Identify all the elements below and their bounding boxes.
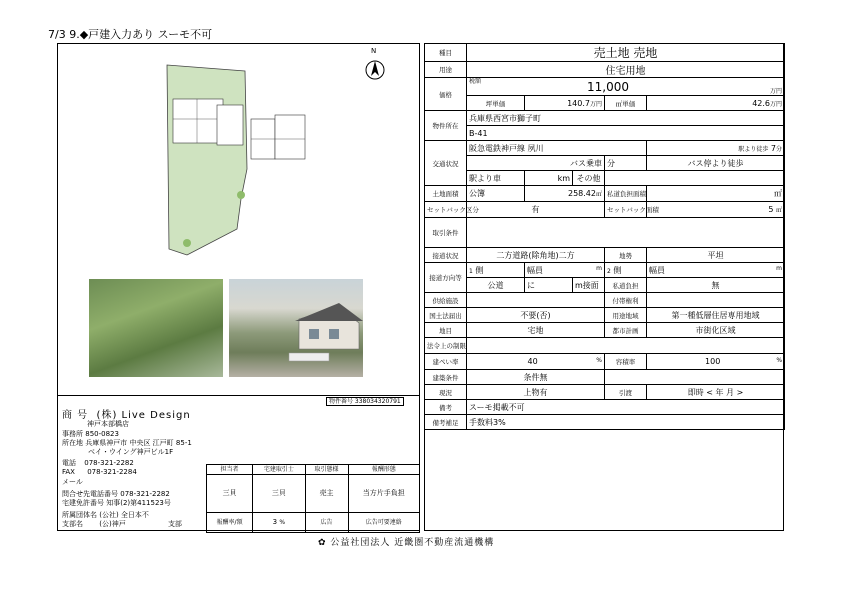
listing-number-stamp: 物件番号 338034320791 [326,397,404,406]
building-cond: 条件無 [467,370,605,385]
contact: 078-321-2282 [120,490,170,498]
private-road-unit: ㎡ [647,186,785,202]
remarks: スーモ掲載不可 [467,400,785,415]
footer-org [318,535,494,548]
agent-value-2: 売主 [305,475,348,513]
tel-row [62,459,134,468]
office-no-label: 事務所 [62,430,83,438]
use-district-label: 用途地域 [605,308,647,323]
road2-no: 2 [607,267,611,275]
road-ni: に [525,278,573,293]
address-label: 所在地 [62,439,83,447]
location-line-1: 兵庫県西宮市獅子町 [467,111,785,126]
company-line [62,406,191,421]
agent-value-3: 当方片手負担 [348,475,420,513]
priv-value: 無 [647,278,785,293]
land-area-unit: ㎡ [595,191,602,198]
tel: 078-321-2282 [84,459,134,467]
fee-value: 3 [272,518,278,526]
road-contact: m接面 [573,278,605,293]
ad-label: 広告 [305,513,348,533]
branch2-suffix: 支部 [167,520,182,528]
km-unit: km [525,171,573,186]
use-label: 用途 [425,62,467,78]
building: ベイ・ウイング神戸ビル1F [88,448,174,456]
branch2: (公)神戸 [99,520,126,528]
location-line-2: B-41 [467,126,785,141]
land-area-kind: 公簿 [467,186,525,202]
land-cat: 宅地 [467,323,605,338]
site-photo-2 [229,279,363,377]
branch2-label: 支部名 [62,520,83,528]
road2-unit: m [776,264,783,272]
footer-text: 公益社団法人 近畿圏不動産流通機構 [330,538,495,548]
setback-area-cell [647,202,785,218]
land-area-label: 土地面積 [425,186,467,202]
road1-width: 幅員 [527,265,543,275]
road1-no: 1 [469,267,473,275]
terrain-label: 地勢 [605,248,647,263]
road1-width-cell [525,263,605,278]
location-label: 物件所在 [425,111,467,141]
branch-name: 神戸本部橋店 [87,420,129,428]
coverage-value: 40 [527,357,538,366]
company-label: 商 号 [62,410,89,421]
building-cond-label: 建築条件 [425,370,467,385]
nation-law-label: 国土法届出 [425,308,467,323]
status-label: 現況 [425,385,467,400]
priv2-label: 付帯権利 [605,293,647,308]
remarks-label: 備考 [425,400,467,415]
walk-cell [647,141,785,156]
road-dir-label: 接道方向等 [425,263,467,293]
sqm-unit: 万円 [770,100,783,108]
north-arrow-icon [363,51,387,81]
setback-area-value: 5 [768,205,774,214]
site-plan [157,59,347,259]
remarks2: 手数料3% [467,415,785,430]
price-cell [467,78,785,96]
assoc: (公社) 全日本不 [99,511,149,519]
office-no: 850-0823 [85,430,119,438]
type-label: 種目 [425,44,467,62]
agent-table [206,464,420,533]
station: 阪急電鉄神戸線 夙川 [467,141,647,156]
road-status: 二方道路(除角地)二方 [467,248,605,263]
use-value: 住宅用地 [467,62,785,78]
fee-unit: % [279,519,286,526]
setback-area-label: セットバック面積 [605,202,647,218]
address-row [62,439,192,448]
contact-label: 問合せ先電話番号 [62,490,118,498]
sqm-value: 42.6 [752,98,770,108]
coverage-cell [467,354,605,370]
agent-value-0: 三貝 [207,475,253,513]
road-status-label: 接道状況 [425,248,467,263]
walk-unit: 分 [776,145,783,153]
sqm-label: ㎡単価 [605,96,647,111]
road2-cell [605,263,647,278]
status: 上物有 [467,385,605,400]
terrain: 平坦 [647,248,785,263]
agent-header-3: 報酬形態 [348,465,420,475]
remarks2-label: 備考補足 [425,415,467,430]
property-detail-table [424,43,784,531]
branch2-row [62,520,182,529]
license: 知事(2)第411523号 [106,499,171,507]
far-cell [647,354,785,370]
handover-label: 引渡 [605,385,647,400]
agent-header-2: 取引態様 [305,465,348,475]
assoc-label: 所属団体名 [62,511,97,519]
road1-unit: m [596,264,602,272]
road1-cell [467,263,525,278]
bus-min: 分 [605,156,647,171]
license-row [62,499,171,508]
bus-walk-label: バス停より徒歩 [647,156,785,171]
land-area-value: 258.42 [567,189,596,198]
coverage-unit: % [596,357,602,364]
setback-label: セットバック区分 [425,202,467,218]
conditions-label: 取引条件 [425,218,467,248]
footer-logo-icon: ✿ [318,538,327,548]
road2-side: 側 [613,265,622,275]
assoc-row [62,511,149,520]
site-photo-1 [89,279,223,377]
fax-row [62,468,137,477]
road-public: 公道 [467,278,525,293]
contact-row [62,490,170,499]
price-label: 価格 [425,78,467,111]
use-district: 第一種低層住居専用地域 [647,308,785,323]
price-unit: 万円 [770,88,783,95]
bus-label: バス乗車 [467,156,605,171]
agent-value-1: 三貝 [253,475,305,513]
tsubo-label: 坪単価 [467,96,525,111]
city-plan: 市街化区域 [647,323,785,338]
coverage-label: 建ぺい率 [425,354,467,370]
land-cat-label: 地目 [425,323,467,338]
land-area-cell [525,186,605,202]
road2-width: 幅員 [649,265,665,275]
priv-label: 私道負担 [605,278,647,293]
tsubo-cell [525,96,605,111]
setback-area-unit: ㎡ [776,207,783,214]
tsubo-value: 140.7 [567,98,590,108]
fax: 078-321-2284 [87,468,137,476]
other-label: その他 [573,171,605,186]
license-label: 宅建免許番号 [62,499,104,507]
fax-label: FAX [62,468,75,476]
far-label: 容積率 [605,354,647,370]
office-no-row [62,430,119,439]
map-area [57,43,420,396]
road2-width-cell [647,263,785,278]
price-value: 11,000 [587,80,629,94]
etc-label-4: 法令上の制限 [425,338,467,354]
far-unit: % [776,357,783,364]
city-plan-label: 都市計画 [605,323,647,338]
ad-value: 広告可要連絡 [348,513,420,533]
handover: 即時 < 年 月 > [647,385,785,400]
company-name: (株) Live Design [96,410,191,421]
road1-side: 側 [475,265,484,275]
page-header: 7/3 9.◆戸建入力あり スーモ不可 [48,28,213,41]
fee-label: 報酬率/額 [207,513,253,533]
nation-law: 不要(否) [467,308,605,323]
price-note: 税額 [469,78,482,85]
type-value: 売土地 売地 [467,44,785,62]
tsubo-unit: 万円 [589,100,602,108]
traffic-label: 交通状況 [425,141,467,186]
mail-label: メール [62,478,83,486]
agent-header-0: 担当者 [207,465,253,475]
etc-label-1: 供給施設 [425,293,467,308]
north-label: N [371,47,377,55]
station-km-label: 駅より車 [467,171,525,186]
sqm-cell [647,96,785,111]
fee-cell [253,513,305,533]
far-value: 100 [705,357,721,366]
address: 兵庫県神戸市 中央区 江戸町 85-1 [85,439,192,447]
walk-value: 7 [770,143,776,153]
agent-header-1: 宅建取引士 [253,465,305,475]
walk-label: 駅より徒歩 [738,145,769,153]
private-road-label: 私道負担面積 [605,186,647,202]
setback-value: 有 [467,202,605,218]
tel-label: 電話 [62,459,76,467]
